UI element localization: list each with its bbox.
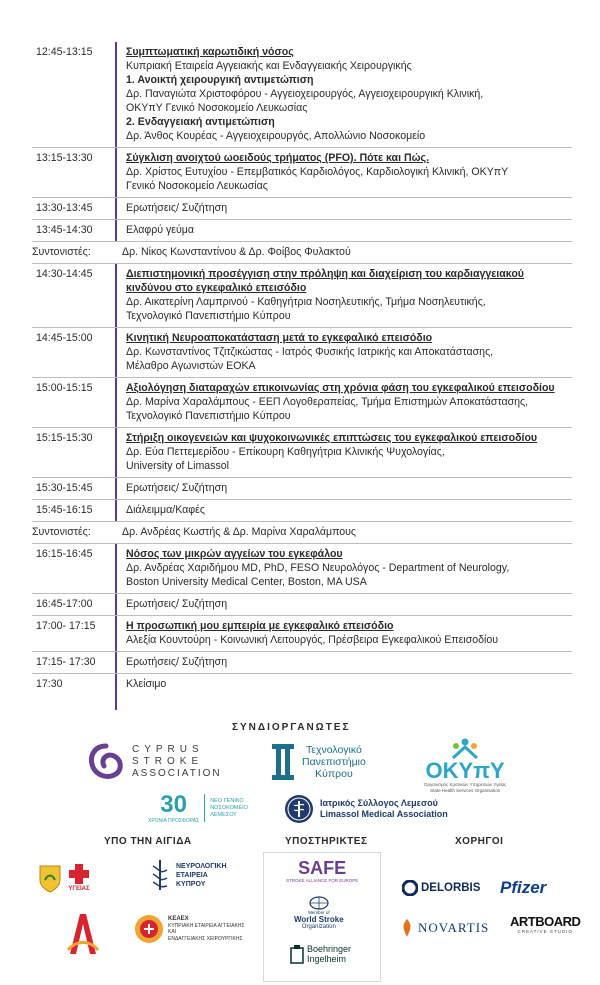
session-time: 13:30-13:45 <box>36 202 93 214</box>
program-table <box>32 42 572 695</box>
program-row <box>32 500 572 522</box>
speaker-line: Δρ. Αικατερίνη Λαμπρινού - Καθηγήτρια Νοσηλευτικής, Τμήμα Νοσηλευτικής, <box>126 296 486 308</box>
speaker-line: Τεχνολογικό Πανεπιστήμιο Κύπρου <box>126 310 291 322</box>
csa-line-3: ASSOCIATION <box>132 768 222 779</box>
session-time: 15:30-15:45 <box>36 482 93 494</box>
program-row <box>32 328 572 378</box>
artboard-subtitle: CREATIVE STUDIO <box>517 929 573 934</box>
coorganizers-heading: ΣΥΝΔΙΟΡΓΑΝΩΤΕΣ <box>232 722 351 733</box>
session-time: 15:00-15:15 <box>36 382 93 394</box>
session-details <box>126 619 572 647</box>
session-details <box>122 245 572 259</box>
session-label: Κλείσιμο <box>126 678 167 690</box>
pfizer-name: Pfizer <box>500 878 547 897</box>
session-time: 12:45-13:15 <box>36 46 93 58</box>
deputy-logo <box>66 910 100 956</box>
cyprus-stroke-association-logo <box>86 742 222 782</box>
artboard-logo <box>510 914 580 934</box>
safe-logo <box>286 858 358 883</box>
keaex-seal-icon <box>134 914 164 944</box>
neuro-line-1: ΝΕΥΡΟΛΟΓΙΚΗ <box>176 862 227 870</box>
tepak-line-2: Πανεπιστήμιο <box>302 756 366 768</box>
red-arch-icon <box>66 910 100 956</box>
cyprus-coat-of-arms <box>38 864 62 894</box>
session-time: 14:30-14:45 <box>36 268 93 280</box>
okypy-subtitle-en: State Health Services Organisation <box>430 788 501 793</box>
globe-icon <box>309 896 329 910</box>
delorbis-circle-icon <box>402 880 418 896</box>
safe-subtitle: STROKE ALLIANCE FOR EUROPE <box>286 878 359 883</box>
ngnl-30-years-logo <box>148 792 248 824</box>
tepak-line-1: Τεχνολογικό <box>306 744 362 756</box>
speaker-line: Κυπριακή Εταιρεία Αγγειακής και Ενδαγγειακής Χειρουργικής <box>126 60 412 72</box>
speaker-line: Δρ. Μαρίνα Χαραλάμπους - ΕΕΠ Λογοθεραπείας, Τμήμα Επιστημών Αποκατάστασης, <box>126 396 529 408</box>
tepak-logo <box>272 744 366 780</box>
sponsors-heading: ΧΟΡΗΓΟΙ <box>455 836 504 847</box>
program-row <box>32 428 572 478</box>
supporters-heading: ΥΠΟΣΤΗΡΙΚΤΕΣ <box>285 836 368 847</box>
program-row <box>32 544 572 594</box>
program-row <box>32 148 572 198</box>
program-row <box>32 478 572 500</box>
subsession-title: 1. Ανοικτή χειρουργική αντιμετώπιση <box>126 74 314 86</box>
speaker-line: Αλεξία Κουντούρη - Κοινωνική Λειτουργός, Πρέσβειρα Εγκεφαλικού Επεισοδίου <box>126 634 499 646</box>
ngnl-line-3: ΛΕΜΕΣΟΥ <box>210 811 237 818</box>
session-label: Διάλειμμα/Καφές <box>126 504 205 516</box>
moderators-names: Δρ. Νίκος Κωνσταντίνου & Δρ. Φοίβος Φυλακτού <box>122 246 351 258</box>
moderators-row <box>32 242 572 264</box>
ism-line-1: Ιατρικός Σύλλογος Λεμεσού <box>320 798 438 808</box>
program-row <box>32 594 572 616</box>
delorbis-logo <box>402 880 480 896</box>
session-title: Νόσος των μικρών αγγείων του εγκεφάλου <box>126 548 343 560</box>
session-details <box>126 481 572 495</box>
keaex-line-2: ΚΥΠΡΙΑΚΗ ΕΤΑΙΡΕΙΑ ΑΓΓΕΙΑΚΗΣ <box>168 922 245 929</box>
session-title: Η προσωπική μου εμπειρία με εγκεφαλικό επεισόδιο <box>126 620 394 632</box>
wso-line-1: World Stroke <box>294 915 344 924</box>
session-title: Σύγκλιση ανοιχτού ωοειδούς τρήματος (PFO). Πότε και Πώς. <box>126 152 430 164</box>
session-time: 13:45-14:30 <box>36 224 93 236</box>
session-time: 16:45-17:00 <box>36 598 93 610</box>
neuro-line-3: ΚΥΠΡΟΥ <box>176 880 206 888</box>
moderators-row <box>32 522 572 544</box>
program-row <box>32 652 572 674</box>
session-details <box>126 45 572 143</box>
session-details <box>126 431 572 473</box>
tepak-mark-icon <box>272 744 294 780</box>
keaex-line-4: ΕΝΔΑΓΓΕΙΑΚΗΣ ΧΕΙΡΟΥΡΓΙΚΗΣ <box>168 935 243 942</box>
session-time: 13:15-13:30 <box>36 152 93 164</box>
okypy-people-icon <box>450 738 480 760</box>
novartis-name: NOVARTIS <box>418 920 490 935</box>
pfizer-logo <box>500 878 546 898</box>
session-details <box>126 503 572 517</box>
session-title: Αξιολόγηση διαταραχών επικοινωνίας στη χρόνια φάση του εγκεφαλικού επεισοδίου <box>126 382 555 394</box>
session-time: 15:15-15:30 <box>36 432 93 444</box>
neurological-society-logo <box>148 858 227 892</box>
speaker-line: Δρ. Χρίστος Ευτυχίου - Επεμβατικός Καρδιολόγος, Καρδιολογική Κλινική, ΟΚΥπΥ <box>126 166 509 178</box>
session-title: Συμπτωματική καρωτιδική νόσος <box>126 46 294 58</box>
speaker-line: Τεχνολογικό Πανεπιστήμιο Κύπρου <box>126 410 291 422</box>
session-details <box>126 677 572 691</box>
stroke-swirl-icon <box>86 742 126 782</box>
session-details <box>126 331 572 373</box>
session-details <box>126 201 572 215</box>
speaker-line: Δρ. Άνθος Κουρέας - Αγγειοχειρουργός, Απολλώνιο Νοσοκομείο <box>126 130 426 142</box>
session-time: 14:45-15:00 <box>36 332 93 344</box>
wso-top: Member of <box>308 910 330 915</box>
keaex-line-3: ΚΑΙ <box>168 929 177 935</box>
speaker-line: Μέλαθρο Αγωνιστών ΕΟΚΑ <box>126 360 256 372</box>
ygeias-label: ΥΓΕΙΑΣ <box>68 886 90 892</box>
session-details <box>126 655 572 669</box>
okypy-name: OKYπY <box>425 758 505 783</box>
speaker-line: Δρ. Κωνσταντίνος Τζιτζικώστας - Ιατρός Φυσικής Ιατρικής και Αποκατάστασης, <box>126 346 494 358</box>
session-details <box>126 597 572 611</box>
session-time: 17:30 <box>36 678 63 690</box>
session-title: Κινητική Νευροαποκατάσταση μετά το εγκεφαλικό επεισόδιο <box>126 332 433 344</box>
session-label: Ερωτήσεις/ Συζήτηση <box>126 202 228 214</box>
thirty-years-number: 30 <box>160 791 187 818</box>
speaker-line: Δρ. Παναγιώτα Χριστοφόρου - Αγγειοχειρουργός, Αγγειοχειρουργική Κλινική, <box>126 88 484 100</box>
session-details <box>126 547 572 589</box>
session-label: Ερωτήσεις/ Συζήτηση <box>126 598 228 610</box>
session-title: Διεπιστημονική προσέγγιση στην πρόληψη και διαχείριση του καρδιαγγειακού κινδύνου στο εγκεφαλικό επεισόδιο <box>126 268 524 294</box>
csa-line-1: CYPRUS <box>132 744 204 755</box>
delorbis-name: DELORBIS <box>421 882 481 894</box>
ism-line-2: Limassol Medical Association <box>320 809 448 819</box>
neuro-caduceus-icon <box>148 858 172 892</box>
session-details <box>126 267 572 323</box>
novartis-logo <box>400 918 489 938</box>
caduceus-seal-icon <box>284 794 314 824</box>
speaker-line: ΟΚΥπΥ Γενικό Νοσοκομείο Λευκωσίας <box>126 102 308 114</box>
tepak-line-3: Κύπρου <box>315 768 353 780</box>
wso-line-2: Organization <box>301 924 336 930</box>
program-row <box>32 264 572 328</box>
subsession-title: 2. Ενδαγγειακή αντιμετώπιση <box>126 116 275 128</box>
program-row <box>32 616 572 652</box>
okypy-logo <box>424 738 506 794</box>
session-time: 15:45-16:15 <box>36 504 93 516</box>
csa-line-2: STROKE <box>132 756 204 767</box>
speaker-line: Γενικό Νοσοκομείο Λευκωσίας <box>126 180 268 192</box>
program-row <box>32 378 572 428</box>
wso-logo <box>294 896 344 930</box>
artboard-name: ARTBOARD <box>510 914 581 929</box>
coat-of-arms-icon <box>38 864 62 894</box>
speaker-line: Δρ. Εύα Πεττεμερίδου - Επίκουρη Καθηγήτρια Κλινικής Ψυχολογίας, <box>126 446 445 458</box>
boehringer-logo <box>290 944 351 964</box>
speaker-line: Boston University Medical Center, Boston, MA USA <box>126 576 367 588</box>
okypy-subtitle: Οργανισμός Κρατικών Υπηρεσιών Υγείας <box>424 782 507 787</box>
boehringer-building-icon <box>290 944 304 964</box>
session-time: 17:15- 17:30 <box>36 656 96 668</box>
session-time: 17:00- 17:15 <box>36 620 96 632</box>
boehringer-line-1: Boehringer <box>307 944 352 954</box>
keaex-logo <box>134 914 245 944</box>
ngnl-line-2: ΝΟΣΟΚΟΜΕΙΟ <box>210 804 248 811</box>
session-time: 16:15-16:45 <box>36 548 93 560</box>
session-details <box>126 223 572 237</box>
session-time: Συντονιστές: <box>32 526 91 538</box>
ngnl-line-1: ΝΕΟ ΓΕΝΙΚΟ <box>210 797 244 804</box>
session-details <box>126 381 572 423</box>
program-row <box>32 674 572 695</box>
session-details <box>122 525 572 539</box>
session-time: Συντονιστές: <box>32 246 91 258</box>
session-details <box>126 151 572 193</box>
program-row <box>32 42 572 148</box>
boehringer-line-2: Ingelheim <box>307 954 347 964</box>
speaker-line: Δρ. Ανδρέας Χαριδήμου MD, PhD, FESO Νευρολόγος - Department of Neurology, <box>126 562 510 574</box>
neuro-line-2: ΕΤΑΙΡΕΙΑ <box>176 871 208 879</box>
limassol-medical-association-logo <box>284 794 448 824</box>
keaex-line-1: ΚΕΑΕΧ <box>168 916 189 922</box>
program-row <box>32 198 572 220</box>
ministry-health-logo <box>66 862 92 892</box>
speaker-line: University of Limassol <box>126 460 230 472</box>
novartis-flame-icon <box>400 918 414 938</box>
program-row <box>32 220 572 242</box>
auspices-heading: ΥΠΟ ΤΗΝ ΑΙΓΙΔΑ <box>104 836 192 847</box>
health-cross-icon <box>66 862 92 886</box>
session-label: Ερωτήσεις/ Συζήτηση <box>126 656 228 668</box>
thirty-years-caption: ΧΡΟΝΙΑ ΠΡΟΣΦΟΡΑΣ <box>148 818 200 824</box>
moderators-names: Δρ. Ανδρέας Κωστής & Δρ. Μαρίνα Χαραλάμπους <box>122 526 357 538</box>
logos-section <box>0 718 600 985</box>
safe-name: SAFE <box>298 858 347 878</box>
session-title: Στήριξη οικογενειών και ψυχοκοινωνικές επιπτώσεις του εγκεφαλικού επεισοδίου <box>126 432 538 444</box>
session-label: Ελαφρύ γεύμα <box>126 224 195 236</box>
session-label: Ερωτήσεις/ Συζήτηση <box>126 482 228 494</box>
